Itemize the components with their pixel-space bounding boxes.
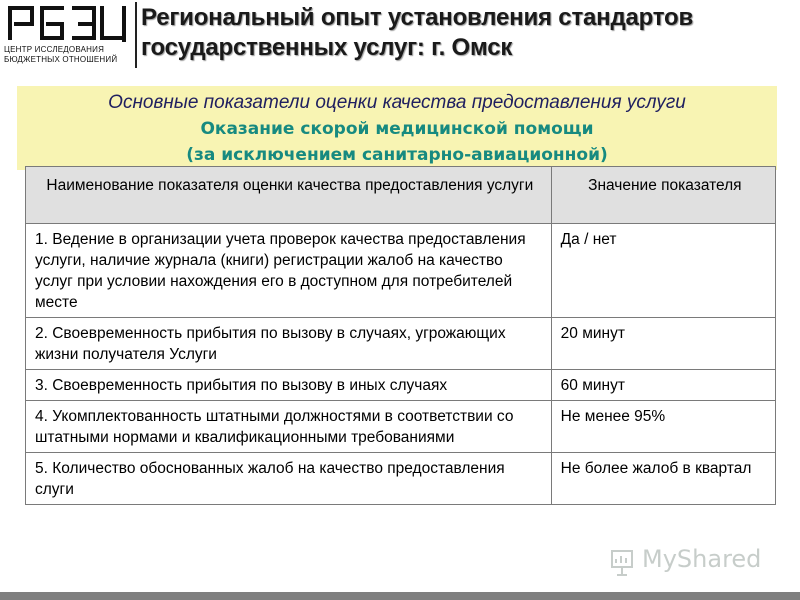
indicator-value: 20 минут (551, 318, 775, 370)
table-row (26, 318, 776, 370)
indicator-name: 5. Количество обоснованных жалоб на качество предоставления слуги (26, 453, 552, 505)
presentation-icon (610, 549, 636, 577)
slide-title-line2: государственных услуг: г. Омск (141, 34, 513, 61)
table-row (26, 401, 776, 453)
bottom-bar (0, 592, 800, 600)
watermark-text: MyShared (642, 545, 762, 573)
logo-caption (4, 45, 134, 65)
logo-mark (6, 4, 130, 42)
indicator-name: 4. Укомплектованность штатными должностями в соответствии со штатными нормами и квалификационными требованиями (26, 401, 552, 453)
indicator-name: 3. Своевременность прибытия по вызову в иных случаях (26, 370, 552, 401)
header-indicator-name: Наименование показателя оценки качества предоставления услуги (26, 167, 552, 224)
indicator-name: 2. Своевременность прибытия по вызову в случаях, угрожающих жизни получателя Услуги (26, 318, 552, 370)
slide-title (141, 3, 791, 63)
logo-caption-line2: БЮДЖЕТНЫХ ОТНОШЕНИЙ (4, 55, 118, 64)
banner-subtitle: Основные показатели оценки качества предоставления услуги (108, 92, 686, 113)
subtitle-banner (17, 86, 777, 170)
indicators-table (25, 166, 776, 505)
indicator-value: 60 минут (551, 370, 775, 401)
table-row (26, 453, 776, 505)
indicator-name: 1. Ведение в организации учета проверок качества предоставления услуги, наличие журнала (книги) регистрации жалоб на качество услуг при условии нахождения его в доступном для потребителей месте (26, 224, 552, 318)
header-indicator-value: Значение показателя (551, 167, 775, 224)
logo (4, 4, 132, 68)
indicator-value: Да / нет (551, 224, 775, 318)
table-row (26, 370, 776, 401)
logo-caption-line1: ЦЕНТР ИССЛЕДОВАНИЯ (4, 45, 105, 54)
watermark (600, 543, 780, 583)
header-divider (135, 2, 137, 68)
indicator-value: Не более жалоб в квартал (551, 453, 775, 505)
banner-service-note: (за исключением санитарно-авиационной) (186, 145, 608, 165)
table-row (26, 224, 776, 318)
indicator-value: Не менее 95% (551, 401, 775, 453)
table-header-row (26, 167, 776, 224)
banner-service-name: Оказание скорой медицинской помощи (200, 119, 594, 139)
slide-title-line1: Региональный опыт установления стандартов (141, 4, 694, 31)
